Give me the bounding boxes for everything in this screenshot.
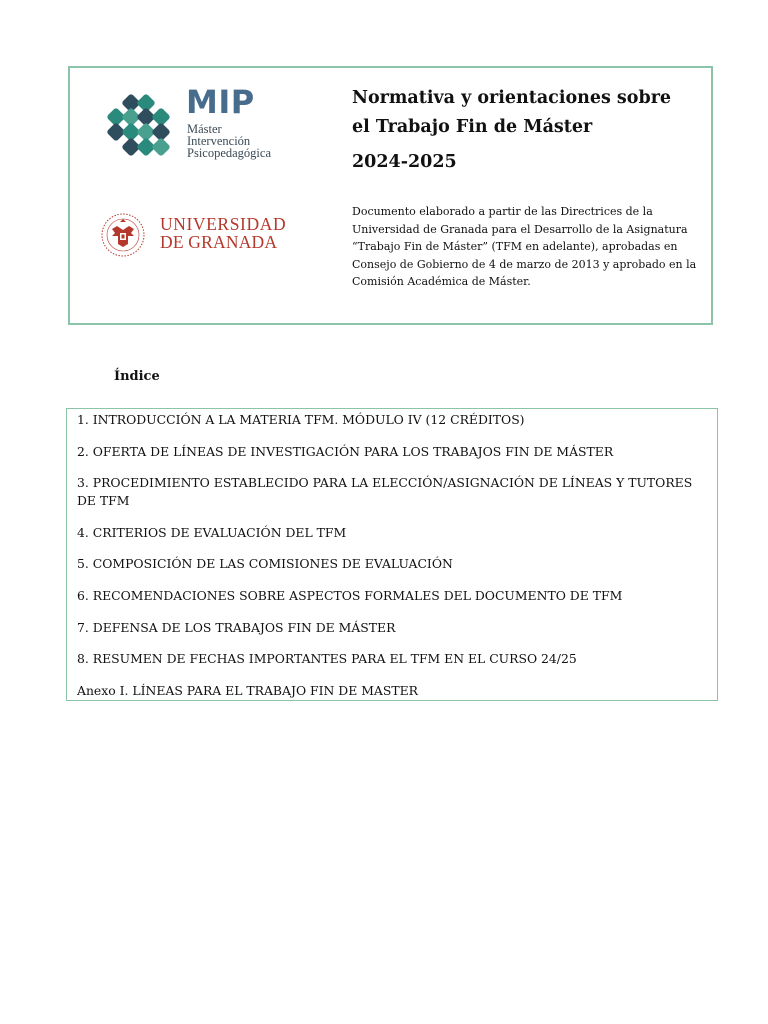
document-title-line2: el Trabajo Fin de Máster [352,117,593,137]
document-year: 2024-2025 [352,152,457,172]
index-item-6[interactable]: 6. RECOMENDACIONES SOBRE ASPECTOS FORMALES DEL DOCUMENTO DE TFM [77,587,623,603]
mip-subtitle-line1: Máster [187,122,222,136]
document-title-line1: Normativa y orientaciones sobre [352,88,672,108]
index-item-annex[interactable]: Anexo I. LÍNEAS PARA EL TRABAJO FIN DE MASTER [77,682,418,698]
document-title [352,84,671,142]
mip-subtitle [187,123,271,159]
mip-subtitle-line2: Intervención [187,134,251,148]
index-item-4[interactable]: 4. CRITERIOS DE EVALUACIÓN DEL TFM [77,524,347,540]
index-item-5[interactable]: 5. COMPOSICIÓN DE LAS COMISIONES DE EVALUACIÓN [77,556,453,572]
index-item-3[interactable]: 3. PROCEDIMIENTO ESTABLECIDO PARA LA ELECCIÓN/ASIGNACIÓN DE LÍNEAS Y TUTORES DE TFM [77,475,693,509]
index-item-2[interactable]: 2. OFERTA DE LÍNEAS DE INVESTIGACIÓN PARA LOS TRABAJOS FIN DE MÁSTER [77,443,614,459]
university-name-line2: DE GRANADA [160,232,278,252]
index-box [66,408,718,701]
mip-subtitle-line3: Psicopedagógica [187,146,272,160]
index-item-7[interactable]: 7. DEFENSA DE LOS TRABAJOS FIN DE MÁSTER [77,619,396,635]
mip-acronym: MIP [186,83,255,121]
document-description: Documento elaborado a partir de las Directrices de la Universidad de Granada para el Desarrollo de la Asignatura “Trabajo Fin de Máster” (TFM en adelante), aprobadas en Consejo de Gobierno de 4 de marzo de 2013 y aprobado en la Comisión Académica de Máster. [352,205,697,289]
mip-logo-mark [106,93,171,157]
index-heading: Índice [114,369,160,384]
index-item-8[interactable]: 8. RESUMEN DE FECHAS IMPORTANTES PARA EL TFM EN EL CURSO 24/25 [77,651,577,667]
university-name [160,215,286,251]
university-name-line1: UNIVERSIDAD [160,214,287,234]
university-crest-icon [100,212,146,258]
index-item-1[interactable]: 1. INTRODUCCIÓN A LA MATERIA TFM. MÓDULO IV (12 CRÉDITOS) [77,412,525,427]
